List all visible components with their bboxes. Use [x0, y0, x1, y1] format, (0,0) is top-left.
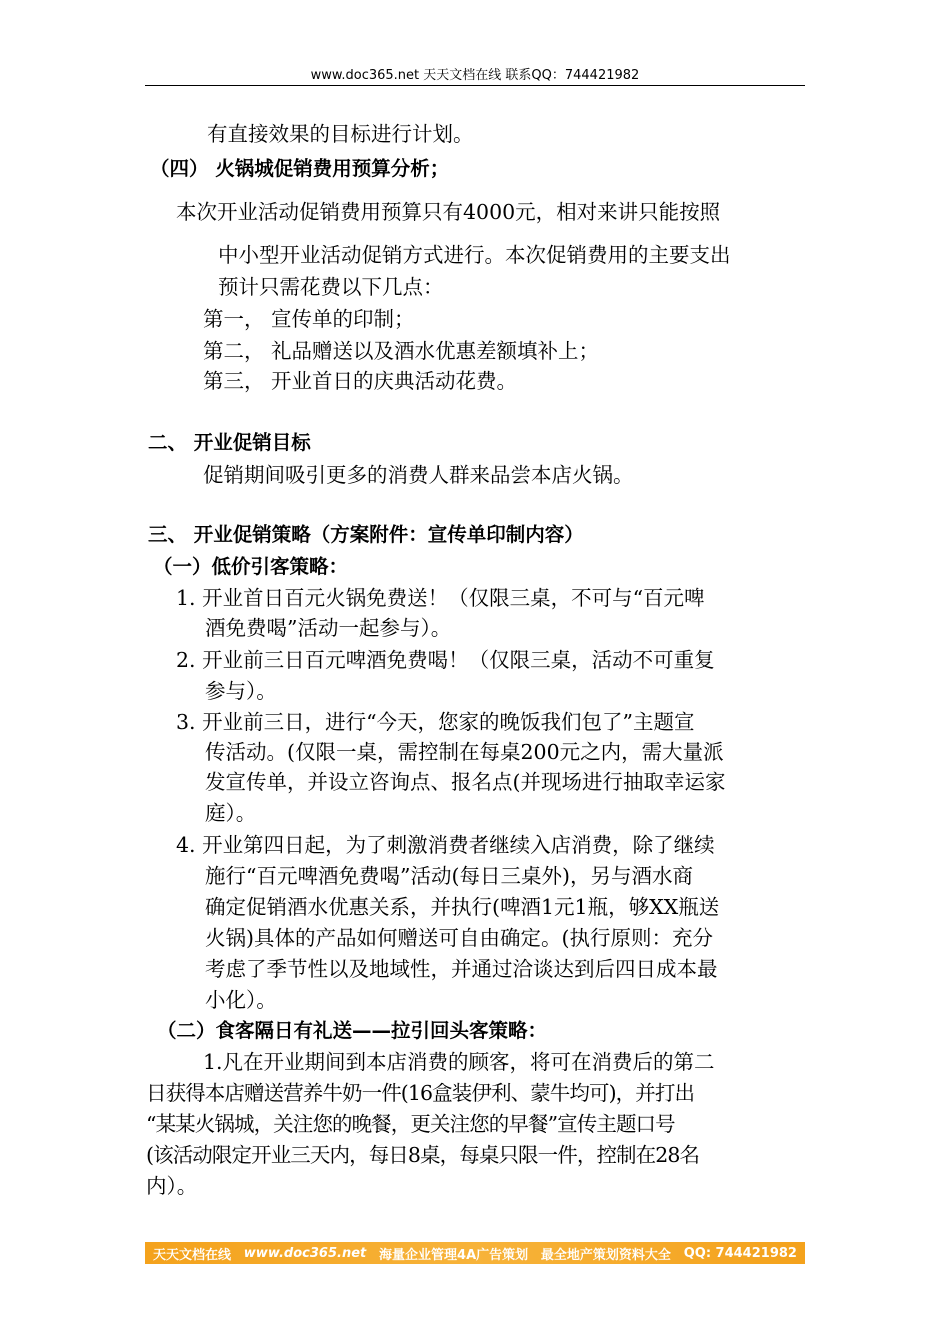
list-item: 2. 开业前三日百元啤酒免费喝！（仅限三桌，活动不可重复 — [176, 648, 715, 672]
footer-qq: QQ: 744421982 — [683, 1245, 797, 1261]
list-item-continuation: 确定促销酒水优惠关系，并执行(啤酒1元1瓶，够XX瓶送 — [205, 895, 720, 919]
list-item-continuation: 发宣传单，并设立咨询点、报名点(并现场进行抽取幸运家 — [205, 770, 726, 794]
subsection-heading: （一）低价引客策略： — [153, 555, 349, 578]
subsection-heading: （二）食客隔日有礼送——拉引回头客策略： — [157, 1019, 548, 1042]
header-rule — [145, 85, 805, 86]
body-line: 内）。 — [146, 1174, 198, 1198]
list-item-continuation: 考虑了季节性以及地域性，并通过洽谈达到后四日成本最 — [205, 957, 718, 981]
list-item: 1. 开业首日百元火锅免费送！（仅限三桌，不可与“百元啤 — [176, 586, 705, 610]
section-heading: 三、 开业促销策略（方案附件：宣传单印制内容） — [148, 523, 584, 546]
footer-site: www.doc365.net — [243, 1245, 367, 1261]
body-line: 1.凡在开业期间到本店消费的顾客，将可在消费后的第二 — [203, 1050, 715, 1074]
list-item-continuation: 施行“百元啤酒免费喝”活动(每日三桌外)，另与酒水商 — [205, 864, 693, 888]
body-line: 预计只需花费以下几点： — [218, 275, 444, 299]
section-heading: （四） 火锅城促销费用预算分析； — [150, 157, 450, 180]
list-item: 第三， 开业首日的庆典活动花费。 — [203, 369, 518, 393]
list-item-continuation: 火锅)具体的产品如何赠送可自由确定。(执行原则：充分 — [205, 926, 713, 950]
page-header: www.doc365.net 天天文档在线 联系QQ：744421982 — [310, 68, 640, 83]
footer-slogan-1: 海量企业管理4A广告策划 — [379, 1247, 529, 1263]
list-item-continuation: 小化）。 — [205, 988, 277, 1012]
list-item-continuation: 酒免费喝”活动一起参与）。 — [205, 616, 452, 640]
footer-banner — [145, 1242, 805, 1264]
section-heading: 二、 开业促销目标 — [148, 431, 311, 454]
body-line: 中小型开业活动促销方式进行。本次促销费用的主要支出 — [218, 243, 731, 267]
list-item-continuation: 参与）。 — [205, 679, 277, 703]
body-line: 日获得本店赠送营养牛奶一件(16盒装伊利、蒙牛均可)，并打出 — [146, 1081, 695, 1105]
body-line: “某某火锅城，关注您的晚餐，更关注您的早餐”宣传主题口号 — [146, 1112, 675, 1136]
list-item: 第二， 礼品赠送以及酒水优惠差额填补上； — [203, 339, 600, 363]
body-line: (该活动限定开业三天内，每日8桌，每桌只限一件，控制在28名 — [146, 1143, 700, 1167]
body-line: 有直接效果的目标进行计划。 — [207, 122, 474, 146]
body-line: 促销期间吸引更多的消费人群来品尝本店火锅。 — [203, 463, 634, 487]
list-item-continuation: 传活动。(仅限一桌，需控制在每桌200元之内，需大量派 — [205, 740, 724, 764]
list-item: 第一， 宣传单的印制； — [203, 307, 415, 331]
footer-brand: 天天文档在线 — [153, 1247, 232, 1263]
list-item: 3. 开业前三日，进行“今天，您家的晚饭我们包了”主题宣 — [176, 710, 695, 734]
list-item-continuation: 庭）。 — [205, 801, 257, 825]
body-line: 本次开业活动促销费用预算只有4000元，相对来讲只能按照 — [176, 200, 721, 224]
footer-slogan-2: 最全地产策划资料大全 — [540, 1247, 671, 1263]
list-item: 4. 开业第四日起，为了刺激消费者继续入店消费，除了继续 — [176, 833, 715, 857]
